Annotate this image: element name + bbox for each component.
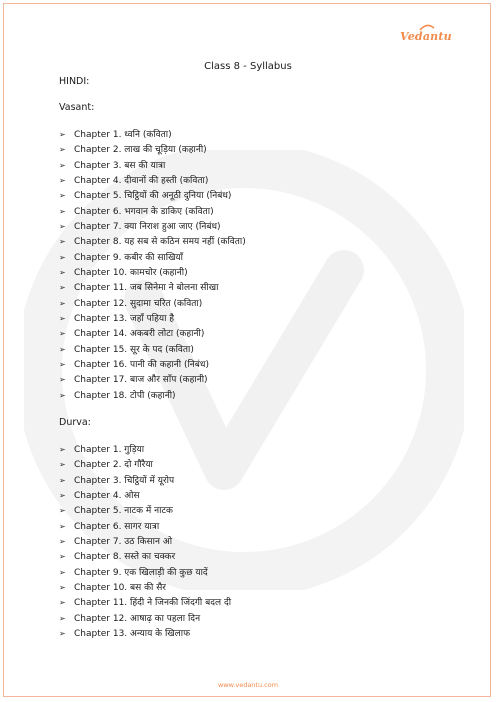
arrow-bullet-icon: ➢ (59, 628, 66, 638)
arrow-bullet-icon: ➢ (59, 313, 66, 323)
chapter-title: Chapter 4. दीवानों की हस्ती (कविता) (74, 175, 209, 186)
chapter-title: Chapter 8. यह सब से कठिन समय नहीं (कविता) (74, 237, 246, 248)
arrow-bullet-icon: ➢ (59, 252, 66, 262)
chapter-title: Chapter 3. चिट्ठियों में यूरोप (74, 475, 175, 486)
chapter-list-item (59, 173, 246, 188)
vedantu-logo (400, 24, 452, 52)
arrow-bullet-icon: ➢ (59, 390, 66, 400)
arrow-bullet-icon: ➢ (59, 582, 66, 592)
chapter-title: Chapter 5. नाटक में नाटक (74, 506, 173, 517)
chapter-title: Chapter 2. लाख की चूड़िया (कहानी) (74, 145, 207, 156)
chapter-list-item (59, 626, 231, 641)
chapter-title: Chapter 2. दो गौरैया (74, 460, 153, 471)
chapter-title: Chapter 1. ध्वनि (कविता) (74, 130, 172, 140)
chapter-title: Chapter 7. क्या निराश हुआ जाए (निबंध) (74, 221, 221, 232)
page-title: Class 8 - Syllabus (204, 61, 292, 72)
chapter-list-item (59, 265, 246, 280)
chapter-list-item (59, 473, 231, 488)
arrow-bullet-icon: ➢ (59, 536, 66, 546)
chapter-list-item (59, 488, 231, 503)
chapter-title: Chapter 12. आषाढ़ का पहला दिन (74, 613, 201, 624)
arrow-bullet-icon: ➢ (59, 145, 66, 155)
chapter-list-item (59, 158, 246, 173)
chapter-list-item (59, 534, 231, 549)
chapter-title: Chapter 3. बस की यात्रा (74, 160, 166, 171)
arrow-bullet-icon: ➢ (59, 445, 66, 454)
chapter-list-item (59, 580, 231, 595)
chapter-list-item (59, 127, 246, 142)
chapter-title: Chapter 9. एक खिलाड़ी की कुछ यादें (74, 567, 208, 578)
chapter-title: Chapter 5. चिट्ठियों की अनूठी दुनिया (निबंध) (74, 191, 232, 202)
arrow-bullet-icon: ➢ (59, 237, 66, 247)
arrow-bullet-icon: ➢ (59, 475, 66, 485)
chapter-list-item (59, 280, 246, 295)
arrow-bullet-icon: ➢ (59, 130, 66, 139)
arrow-bullet-icon: ➢ (59, 160, 66, 170)
section-vasant-label: Vasant: (59, 102, 95, 113)
chapter-title: Chapter 13. जहाँ पहिया है (74, 313, 175, 324)
section-hindi-label: HINDI: (59, 76, 90, 87)
chapter-title: Chapter 18. टोपी (कहानी) (74, 390, 176, 401)
chapter-list-item (59, 611, 231, 626)
chapter-title: Chapter 6. भगवान के डाकिए (कविता) (74, 206, 214, 217)
chapter-title: Chapter 10. बस की सैर (74, 582, 166, 593)
durva-chapter-list (59, 442, 231, 641)
arrow-bullet-icon: ➢ (59, 267, 66, 277)
section-durva-label: Durva: (59, 417, 91, 428)
chapter-list-item (59, 549, 231, 564)
arrow-bullet-icon: ➢ (59, 329, 66, 339)
chapter-list-item (59, 357, 246, 372)
chapter-list-item (59, 234, 246, 249)
chapter-title: Chapter 7. उठ किसान ओ (74, 536, 173, 547)
chapter-list-item (59, 372, 246, 387)
chapter-title: Chapter 9. कबीर की साखियाँ (74, 252, 183, 263)
chapter-title: Chapter 17. बाज और साँप (कहानी) (74, 375, 208, 386)
chapter-title: Chapter 14. अकबरी लोटा (कहानी) (74, 329, 205, 340)
chapter-list-item (59, 457, 231, 472)
chapter-title: Chapter 1. गुड़िया (74, 445, 145, 455)
arrow-bullet-icon: ➢ (59, 298, 66, 308)
arrow-bullet-icon: ➢ (59, 460, 66, 470)
chapter-title: Chapter 13. अन्याय के खिलाफ (74, 628, 191, 639)
vasant-chapter-list (59, 127, 246, 403)
arrow-bullet-icon: ➢ (59, 221, 66, 231)
chapter-list-item (59, 250, 246, 265)
arrow-bullet-icon: ➢ (59, 613, 66, 623)
arrow-bullet-icon: ➢ (59, 359, 66, 369)
chapter-list-item (59, 326, 246, 341)
chapter-list-item (59, 503, 231, 518)
chapter-title: Chapter 11. जब सिनेमा ने बोलना सीखा (74, 283, 219, 294)
chapter-list-item (59, 204, 246, 219)
chapter-title: Chapter 6. सागर यात्रा (74, 521, 160, 532)
chapter-list-item (59, 388, 246, 403)
arrow-bullet-icon: ➢ (59, 567, 66, 577)
chapter-list-item (59, 188, 246, 203)
chapter-list-item (59, 142, 246, 157)
chapter-title: Chapter 15. सूर के पद (कविता) (74, 344, 194, 355)
arrow-bullet-icon: ➢ (59, 552, 66, 562)
chapter-list-item (59, 311, 246, 326)
footer-url: www.vedantu.com (217, 681, 279, 689)
arrow-bullet-icon: ➢ (59, 344, 66, 354)
chapter-title: Chapter 12. सुदामा चरित (कविता) (74, 298, 203, 309)
chapter-title: Chapter 8. सस्ते का चक्कर (74, 552, 176, 563)
arrow-bullet-icon: ➢ (59, 206, 66, 216)
chapter-list-item (59, 595, 231, 610)
chapter-list-item (59, 296, 246, 311)
chapter-list-item (59, 519, 231, 534)
arrow-bullet-icon: ➢ (59, 175, 66, 185)
chapter-title: Chapter 16. पानी की कहानी (निबंध) (74, 359, 209, 370)
chapter-title: Chapter 4. ओस (74, 490, 140, 501)
chapter-list-item (59, 442, 231, 457)
arrow-bullet-icon: ➢ (59, 506, 66, 516)
arrow-bullet-icon: ➢ (59, 598, 66, 608)
chapter-title: Chapter 10. कामचोर (कहानी) (74, 267, 188, 278)
logo-text: Vedantu (400, 30, 452, 43)
chapter-title: Chapter 11. हिंदी ने जिनकी जिंदगी बदल दी (74, 598, 232, 609)
arrow-bullet-icon: ➢ (59, 490, 66, 500)
arrow-bullet-icon: ➢ (59, 283, 66, 293)
arrow-bullet-icon: ➢ (59, 375, 66, 385)
chapter-list-item (59, 565, 231, 580)
chapter-list-item (59, 219, 246, 234)
chapter-list-item (59, 342, 246, 357)
arrow-bullet-icon: ➢ (59, 191, 66, 201)
arrow-bullet-icon: ➢ (59, 521, 66, 531)
